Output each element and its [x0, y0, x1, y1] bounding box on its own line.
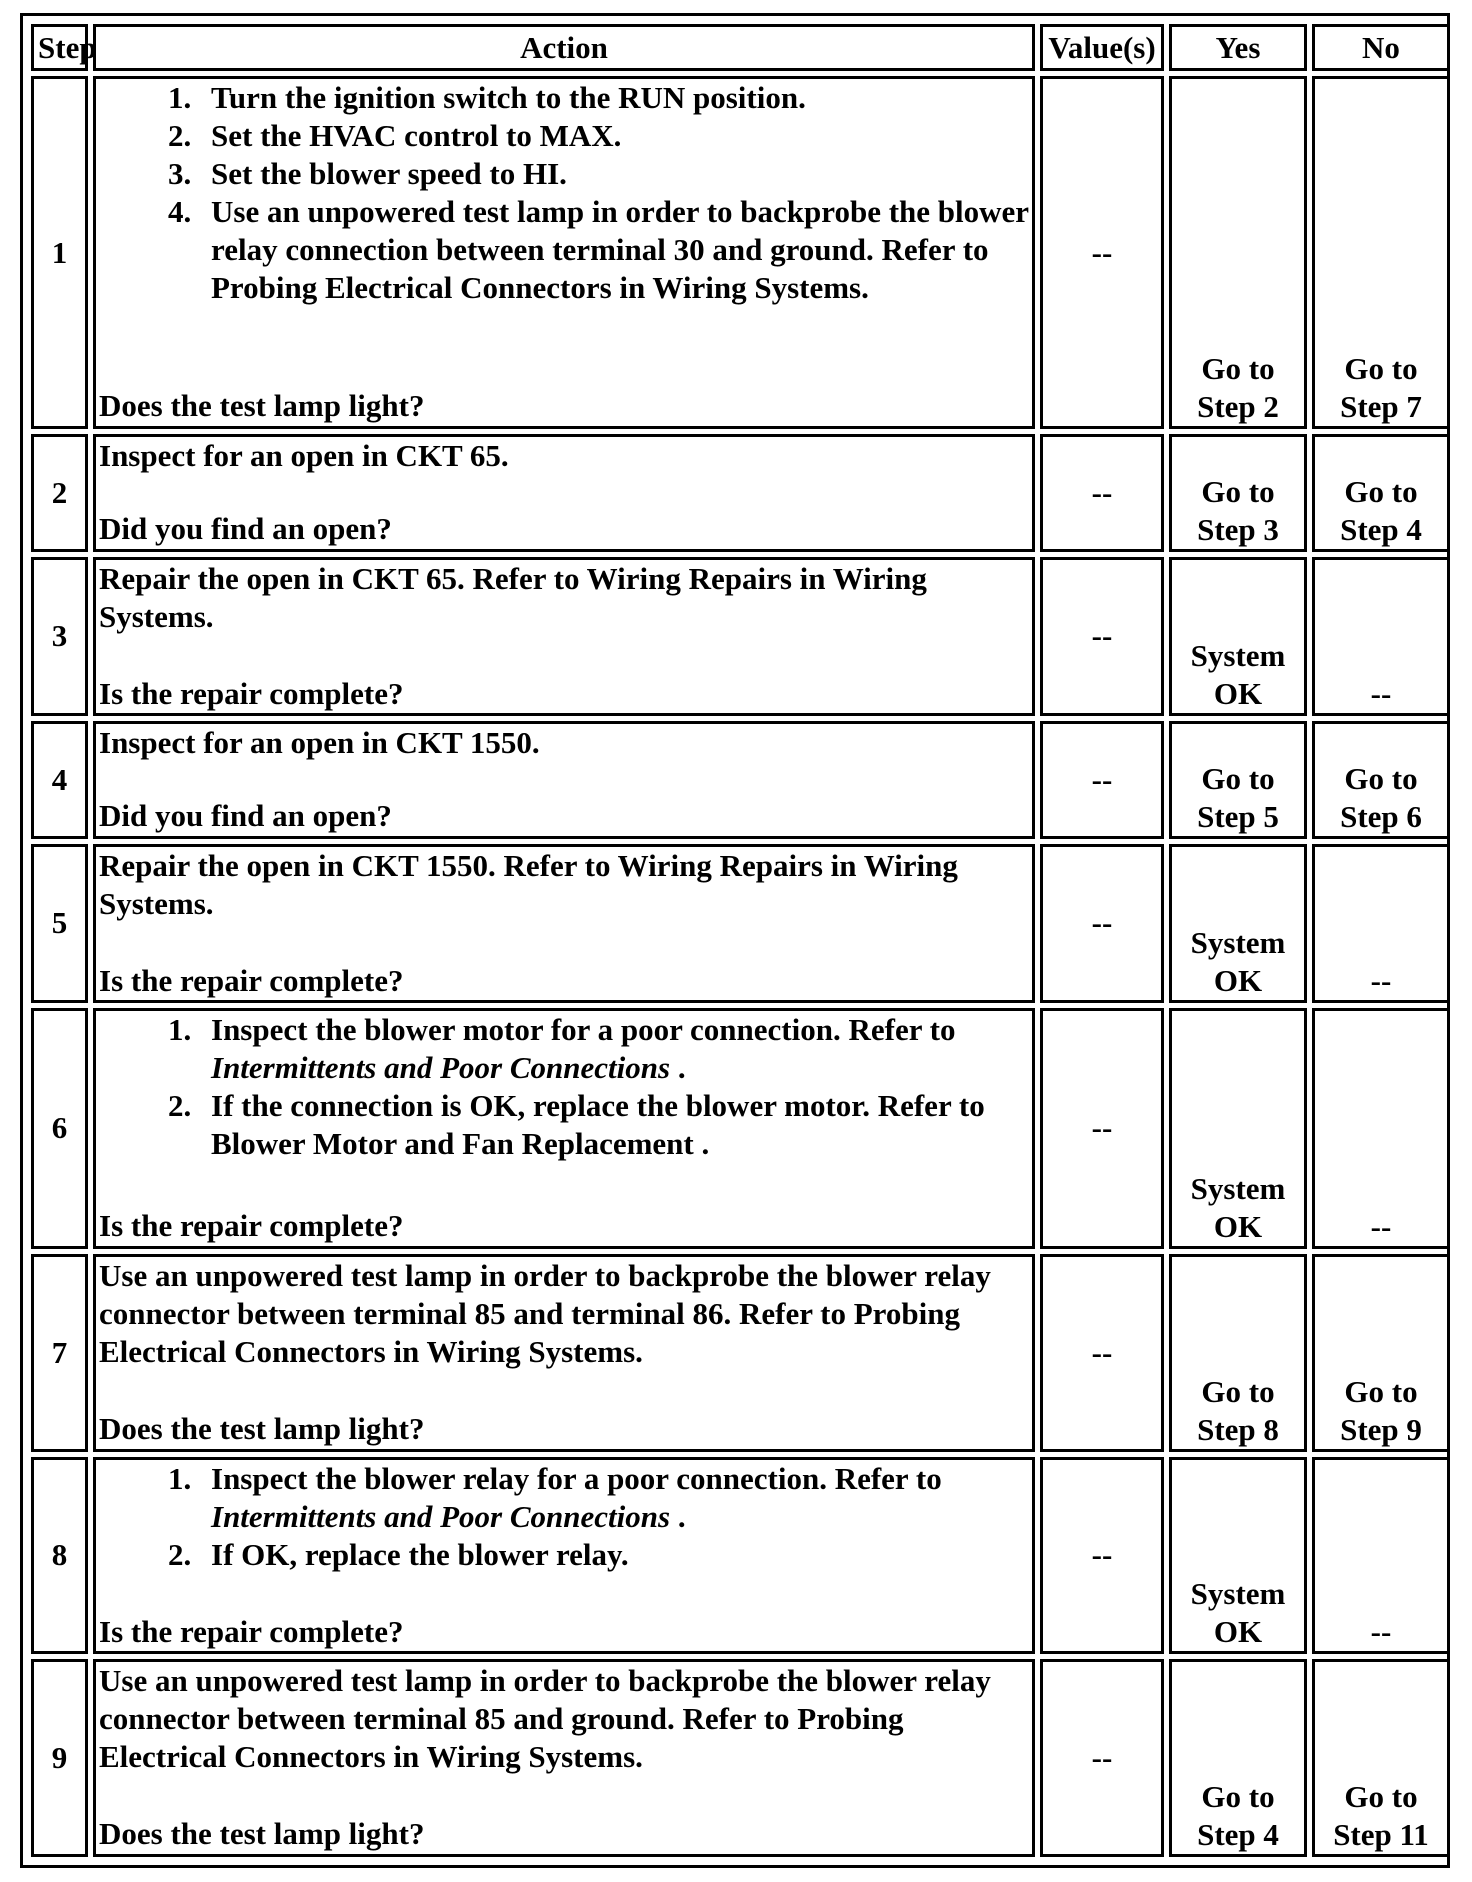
value-cell: --	[1040, 1008, 1164, 1249]
table-row	[31, 1659, 1450, 1857]
doc-reference: Intermittents and Poor Connections	[211, 1050, 671, 1086]
no-cell: --	[1312, 557, 1450, 717]
list-item: 1. Turn the ignition switch to the RUN position.	[199, 79, 1029, 117]
action-text: Use an unpowered test lamp in order to backprobe the blower relay connector between terminal 85 and terminal 86. Refer to Probing Electrical Connectors in Wiring Systems.	[99, 1257, 991, 1369]
step-number: 2	[31, 434, 88, 551]
action-cell	[93, 434, 1035, 551]
no-cell: Go to Step 9	[1312, 1254, 1450, 1452]
action-list	[99, 1011, 1029, 1163]
no-cell: Go to Step 4	[1312, 434, 1450, 551]
header-step: Step	[31, 24, 88, 71]
item-text: Inspect the blower motor for a poor connection. Refer to	[211, 1012, 956, 1048]
yes-cell: Go to Step 2	[1169, 76, 1307, 429]
no-cell: Go to Step 11	[1312, 1659, 1450, 1857]
list-item: 2. Set the HVAC control to MAX.	[199, 117, 1029, 155]
table-row	[31, 434, 1450, 551]
action-cell	[93, 1457, 1035, 1655]
action-cell	[93, 721, 1035, 838]
value-cell: --	[1040, 1254, 1164, 1452]
action-list	[99, 1460, 1029, 1574]
action-cell	[93, 76, 1035, 429]
action-text: Use an unpowered test lamp in order to backprobe the blower relay connector between terminal 85 and ground. Refer to Probing Electrical Connectors in Wiring Systems.	[99, 1663, 991, 1775]
step-number: 7	[31, 1254, 88, 1452]
header-values: Value(s)	[1040, 24, 1164, 71]
action-question: Is the repair complete?	[99, 962, 404, 998]
action-content	[99, 560, 1029, 713]
item-text: Inspect the blower relay for a poor connection. Refer to	[211, 1460, 942, 1496]
action-question: Did you find an open?	[99, 511, 392, 547]
yes-cell: System OK	[1169, 844, 1307, 1004]
yes-cell: Go to Step 4	[1169, 1659, 1307, 1857]
action-content	[99, 79, 1029, 425]
step-number: 5	[31, 844, 88, 1004]
value-cell: --	[1040, 76, 1164, 429]
item-suffix: .	[677, 1498, 686, 1534]
header-action: Action	[93, 24, 1035, 71]
step-number: 4	[31, 721, 88, 838]
action-body	[99, 724, 1029, 762]
no-cell: Go to Step 6	[1312, 721, 1450, 838]
action-question: Is the repair complete?	[99, 1208, 404, 1244]
no-cell: --	[1312, 844, 1450, 1004]
no-cell: --	[1312, 1457, 1450, 1655]
action-body	[99, 1011, 1029, 1163]
action-content	[99, 847, 1029, 1000]
list-item	[199, 1460, 1029, 1536]
action-cell	[93, 1659, 1035, 1857]
action-cell	[93, 557, 1035, 717]
diagnostic-table-frame	[20, 13, 1450, 1868]
diagnostic-table	[26, 19, 1455, 1862]
action-cell	[93, 1008, 1035, 1249]
action-question: Does the test lamp light?	[99, 1816, 425, 1852]
step-number: 1	[31, 76, 88, 429]
action-text: Repair the open in CKT 1550. Refer to Wiring Repairs in Wiring Systems.	[99, 847, 958, 921]
action-body	[99, 437, 1029, 475]
action-question: Is the repair complete?	[99, 675, 404, 711]
no-cell: Go to Step 7	[1312, 76, 1450, 429]
yes-cell: System OK	[1169, 557, 1307, 717]
list-item: 3. Set the blower speed to HI.	[199, 155, 1029, 193]
yes-cell: Go to Step 5	[1169, 721, 1307, 838]
action-content	[99, 1662, 1029, 1853]
action-question: Is the repair complete?	[99, 1613, 404, 1649]
action-body	[99, 847, 1029, 923]
action-body	[99, 1460, 1029, 1574]
action-content	[99, 1011, 1029, 1245]
action-text: Repair the open in CKT 65. Refer to Wiring Repairs in Wiring Systems.	[99, 560, 927, 634]
action-list	[99, 79, 1029, 307]
header-yes: Yes	[1169, 24, 1307, 71]
step-number: 9	[31, 1659, 88, 1857]
yes-cell: Go to Step 3	[1169, 434, 1307, 551]
action-body	[99, 79, 1029, 307]
action-content	[99, 1460, 1029, 1651]
action-body	[99, 1662, 1029, 1776]
value-cell: --	[1040, 557, 1164, 717]
table-row	[31, 76, 1450, 429]
action-text: Inspect for an open in CKT 1550.	[99, 725, 540, 761]
doc-reference: Intermittents and Poor Connections	[211, 1498, 671, 1534]
table-row	[31, 1457, 1450, 1655]
yes-cell: System OK	[1169, 1457, 1307, 1655]
value-cell: --	[1040, 1457, 1164, 1655]
list-item: 2. If OK, replace the blower relay.	[199, 1536, 1029, 1574]
list-item: 4. Use an unpowered test lamp in order to backprobe the blower relay connection between terminal 30 and ground. Refer to Probing Electrical Connectors in Wiring Systems.	[199, 193, 1029, 307]
action-body	[99, 1257, 1029, 1371]
list-item: 2. If the connection is OK, replace the blower motor. Refer to Blower Motor and Fan Replacement .	[199, 1087, 1029, 1163]
table-row	[31, 1254, 1450, 1452]
value-cell: --	[1040, 721, 1164, 838]
table-row	[31, 721, 1450, 838]
step-number: 3	[31, 557, 88, 717]
table-row	[31, 844, 1450, 1004]
value-cell: --	[1040, 1659, 1164, 1857]
header-row	[31, 24, 1450, 71]
yes-cell: System OK	[1169, 1008, 1307, 1249]
header-no: No	[1312, 24, 1450, 71]
action-question: Did you find an open?	[99, 798, 392, 834]
action-content	[99, 437, 1029, 548]
action-text: Inspect for an open in CKT 65.	[99, 438, 509, 474]
step-number: 8	[31, 1457, 88, 1655]
step-number: 6	[31, 1008, 88, 1249]
list-item	[199, 1011, 1029, 1087]
yes-cell: Go to Step 8	[1169, 1254, 1307, 1452]
value-cell: --	[1040, 844, 1164, 1004]
action-cell	[93, 844, 1035, 1004]
item-suffix: .	[677, 1050, 686, 1086]
action-body	[99, 560, 1029, 636]
action-question: Does the test lamp light?	[99, 1410, 425, 1446]
no-cell: --	[1312, 1008, 1450, 1249]
value-cell: --	[1040, 434, 1164, 551]
action-question: Does the test lamp light?	[99, 388, 425, 423]
action-content	[99, 1257, 1029, 1448]
table-row	[31, 1008, 1450, 1249]
action-content	[99, 724, 1029, 835]
action-cell	[93, 1254, 1035, 1452]
table-row	[31, 557, 1450, 717]
